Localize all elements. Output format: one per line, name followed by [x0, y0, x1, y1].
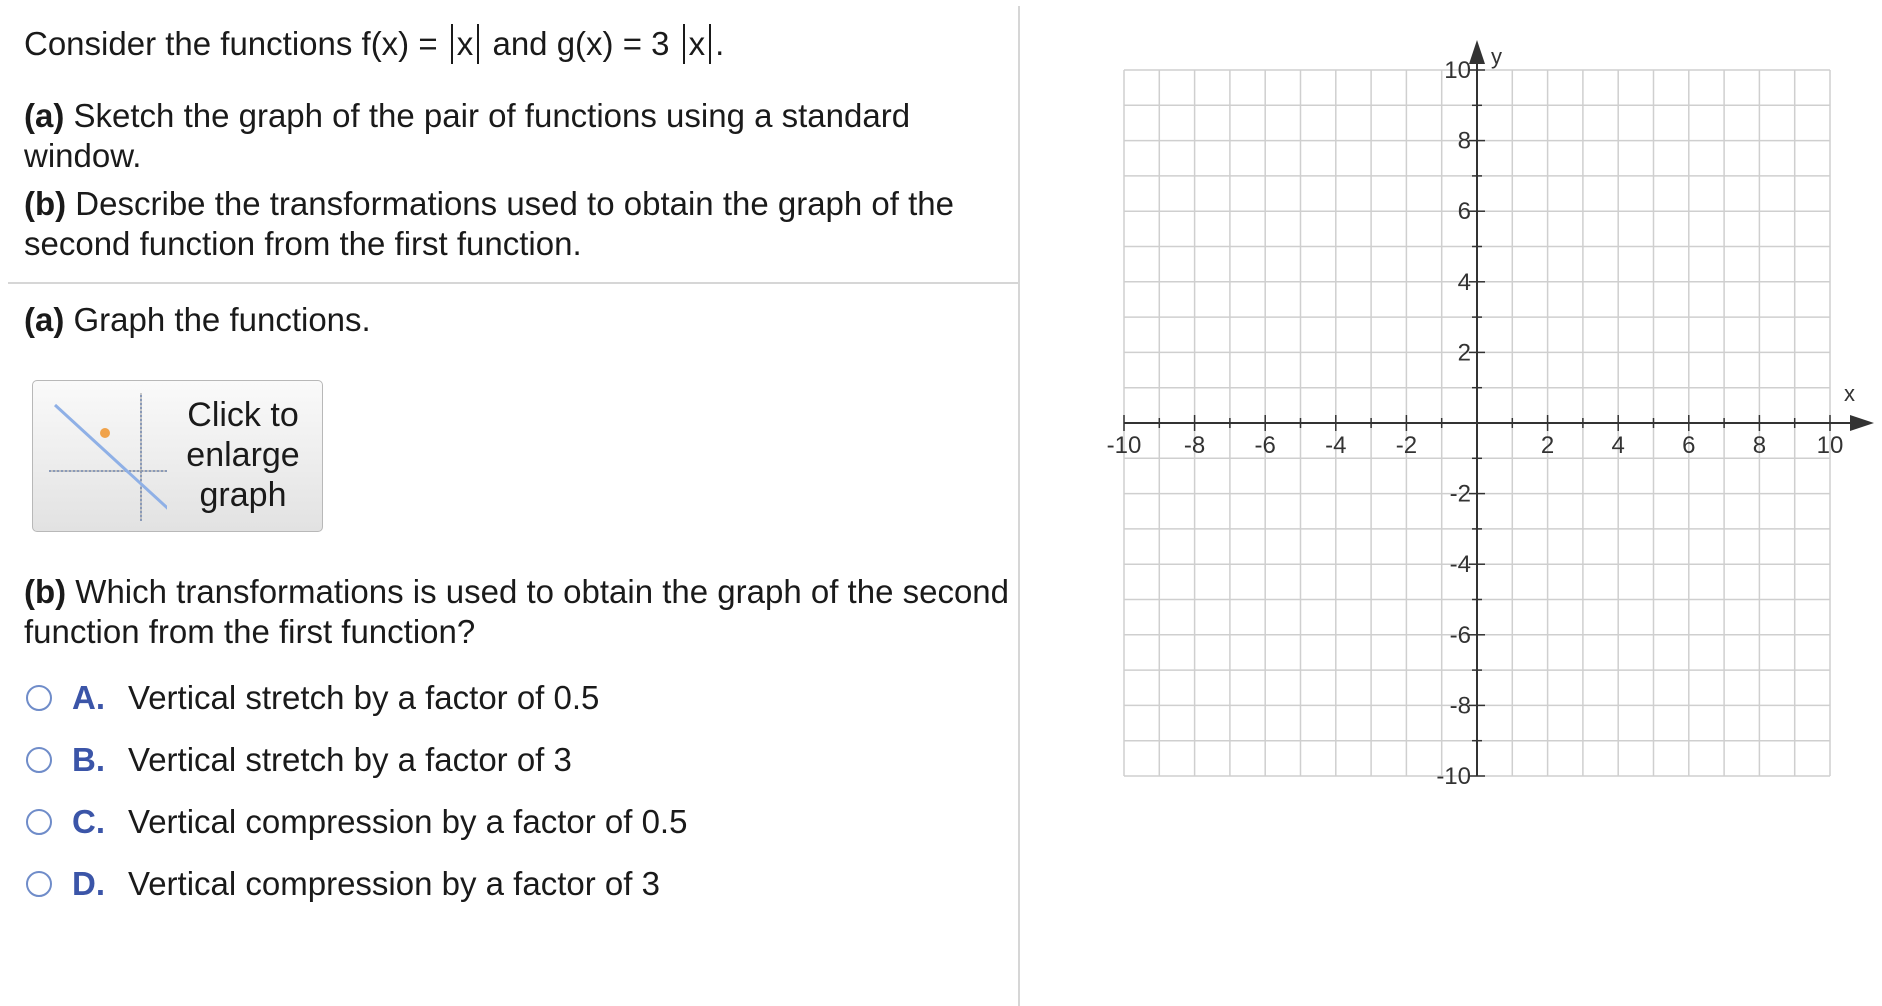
- abs-bar: [451, 24, 453, 64]
- x-tick-label: -6: [1254, 432, 1276, 459]
- y-axis-label: y: [1491, 44, 1502, 69]
- x-tick-label: -8: [1183, 432, 1206, 459]
- choice-d[interactable]: [26, 862, 660, 906]
- choice-letter: D.: [72, 865, 105, 902]
- x-tick-label: 6: [1682, 432, 1696, 459]
- x-axis-arrow-icon: [1850, 415, 1874, 431]
- radio-button[interactable]: [26, 809, 52, 835]
- y-tick-label: 10: [1444, 57, 1471, 84]
- y-tick-label: -4: [1449, 551, 1471, 579]
- panel-divider: [1018, 6, 1020, 1006]
- problem-part-a: (a) Sketch the graph of the pair of functions using a standard window.: [24, 97, 911, 174]
- graph-instruction: (a) Graph the functions.: [24, 301, 371, 338]
- y-tick-label: 8: [1457, 127, 1471, 155]
- x-tick-label: 2: [1540, 432, 1555, 459]
- abs-bar: [683, 24, 685, 64]
- y-tick-label: 6: [1457, 198, 1471, 226]
- choice-letter: C.: [72, 803, 105, 840]
- radio-button[interactable]: [26, 747, 52, 773]
- y-tick-label: -2: [1449, 480, 1471, 508]
- y-axis-arrow-icon: [1469, 40, 1485, 64]
- x-tick-label: 8: [1752, 432, 1767, 459]
- abs-bar: [477, 24, 479, 64]
- x-axis-label: x: [1844, 381, 1855, 406]
- x-tick-label: 4: [1611, 432, 1625, 459]
- choice-letter: B.: [72, 741, 105, 778]
- choice-letter: A.: [72, 679, 105, 716]
- radio-button[interactable]: [26, 871, 52, 897]
- choice-b[interactable]: [26, 738, 572, 782]
- radio-button[interactable]: [26, 685, 52, 711]
- x-tick-label: -10: [1106, 432, 1142, 459]
- choice-a[interactable]: [26, 676, 599, 720]
- choice-text: Vertical stretch by a factor of 0.5: [128, 679, 600, 716]
- choice-text: Vertical stretch by a factor of 3: [128, 741, 572, 778]
- problem-part-b: (b) Describe the transformations used to obtain the graph of the second function from the first function.: [24, 185, 954, 262]
- enlarge-graph-button[interactable]: [32, 380, 323, 532]
- graph-thumbnail-icon: [45, 393, 167, 521]
- y-tick-label: 2: [1457, 339, 1471, 367]
- y-tick-label: 4: [1457, 268, 1471, 296]
- graph-area[interactable]: [1100, 28, 1880, 798]
- choice-text: Vertical compression by a factor of 0.5: [128, 803, 688, 840]
- x-tick-label: -4: [1325, 432, 1347, 459]
- y-tick-label: -6: [1449, 621, 1471, 649]
- x-tick-label: -2: [1395, 432, 1418, 459]
- y-tick-label: -8: [1449, 692, 1471, 720]
- problem-intro: Consider the functions f(x) = x and g(x) = 3 x .: [24, 25, 725, 62]
- y-tick-label: -10: [1436, 763, 1471, 790]
- choice-c[interactable]: [26, 800, 687, 844]
- enlarge-graph-label: Click to enlarge graph: [186, 396, 300, 514]
- choice-text: Vertical compression by a factor of 3: [128, 865, 660, 902]
- abs-bar: [709, 24, 711, 64]
- x-tick-label: 10: [1816, 432, 1844, 459]
- section-divider: [8, 282, 1018, 284]
- transformation-question: (b) Which transformations is used to obtain the graph of the second function from the first function?: [24, 573, 1010, 650]
